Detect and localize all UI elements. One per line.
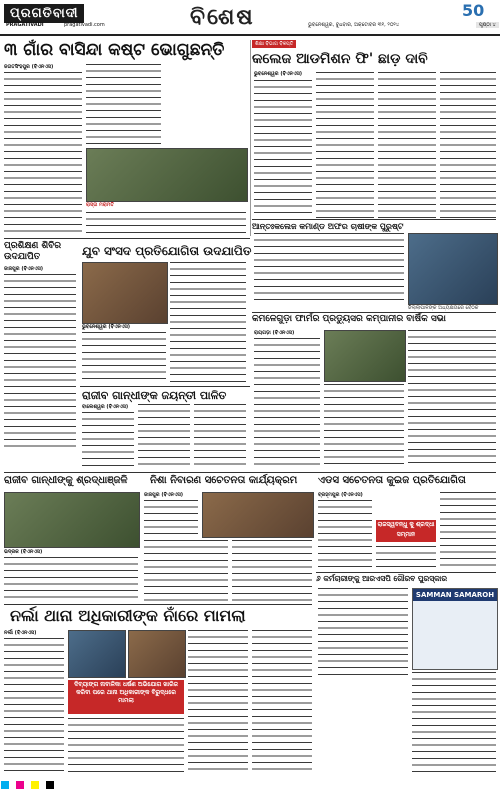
story1-body-col1 [4,72,82,235]
story6-body-col3 [408,330,496,468]
story8-photo [4,492,140,548]
story11-body [318,588,408,676]
story12-byline: ନର୍ଲା (ବିଏନଏସ) [4,630,37,636]
divider [4,238,250,239]
story11-photo [412,588,498,670]
story3-headline: ଆନ୍ତଃକଲେଜ କମାଣ୍ଡ ଅଫର ଚାଷୀଙ୍କ ପୁରୁଷ୍ଟ [252,221,404,231]
section-title: ବିଶେଷ [190,4,255,30]
divider [4,472,496,473]
story2-byline: ଭୁବନେଶ୍ୱର (ବିଏନଏସ) [254,71,303,77]
samman-banner: SAMMAN SAMAROH [413,589,497,601]
anniversary-logo [462,1,496,21]
story2-body-col3 [378,72,436,218]
story1-body-col3 [86,212,246,234]
story5-body-col2 [170,262,246,382]
date-line: ଭୁବନେଶ୍ୱର, ବୁଧବାର, ଅକ୍ଟୋବର ୩୧, ୨୦୨୪ [308,22,400,28]
newspaper-logo [4,2,154,32]
story4-byline: ଜାଜପୁର (ବିଏନଏସ) [4,266,44,272]
story2-tag: ଶିକ୍ଷା ବିଭାଗ ବିଜ୍ଞପ୍ତି [252,40,296,48]
story7-body-col3 [194,404,246,470]
story9-body-col1 [144,500,198,536]
story3-caption: ଜିଲ୍ଲାପାଳଙ୍କ ଅଧ୍ୟକ୍ଷତାରେ ବୈଠକ [408,305,479,311]
story7-body-col2 [138,404,190,470]
story5-body-col1 [82,332,166,382]
divider [252,312,496,313]
story4-headline: ପ୍ରଶିକ୍ଷଣ ଶିବିର ଉଦଯାପିତ [4,241,62,262]
story10-body-col1 [318,500,372,570]
story4-body [4,274,76,449]
story10-body-col3 [440,492,496,570]
color-registration-strip [0,776,500,788]
story9-photo [202,492,314,538]
story8-headline: ରାଜୀବ ଗାନ୍ଧୀଙ୍କୁ ଶ୍ରଦ୍ଧାଞ୍ଜଳି [4,475,128,486]
story10-body-col2 [376,546,436,570]
story2-headline: କଲେଜ ଆଡମିଶନ ଫି' ଛାଡ଼ ଦାବି [252,51,428,67]
story12-headline: ନର୍ଲା ଥାନା ଅଧିକାରୀଙ୍କ ନାଁରେ ମାମଲା [10,606,246,625]
story1-body-col2 [86,64,161,144]
story10-byline: ବ୍ରହ୍ମପୁର (ବିଏନଏସ) [318,492,363,498]
story6-photo [324,330,406,382]
story8-body [4,557,138,601]
story7-headline: ରାଜୀବ ଗାନ୍ଧୀଙ୍କ ଜୟନ୍ତୀ ପାଳିତ [82,389,227,402]
story11-headline: ୬ କର୍ମଚାରୀଙ୍କୁ ଆରଏସପି ଗୌରବ ପୁରସ୍କାର [316,574,448,583]
story11-body-col2 [412,672,496,772]
page-number: ପୃଷ୍ଠା ୪ [476,22,499,28]
divider [4,604,312,605]
story1-photo [86,148,248,202]
story2-body-col1 [254,80,312,218]
story10-headline: ଏଡସ ସଚେତନତା କୁଇଜ ପ୍ରତିଯୋଗିତା [318,475,466,486]
logo-wordmark: ପ୍ରଗତିବାଦୀ [4,4,84,23]
story6-headline: କମଳେଗୁଡ଼ା ଫାର୍ମର ପ୍ରଡ୍ୟୁସର କମ୍ପାନୀର ବାର୍ଷିକ ସଭା [252,314,446,324]
story12-box: ଦିବ୍ୟାଙ୍ଗ ନାବାଳିକା ଧର୍ଷଣ ଅଭିଯୋଗ ଖାରିଜ କରିବା ପରେ ଥାନା ଅଧିକାରୀଙ୍କ ବିରୁଦ୍ଧରେ ମାମଲା [68,680,184,714]
story1-headline: ୩ ଗାଁର ବାସିନ୍ଦା କଷ୍ଟ ଭୋଗୁଛନ୍ତି [4,40,225,60]
story5-headline: ଯୁବ ସଂସଦ ପ୍ରତିଯୋଗିତା ଉଦଯାପିତ [82,244,252,258]
logo-url: pragativadi.com [64,22,105,28]
story12-photo2 [128,630,186,678]
anniversary-number: 50 [462,1,485,20]
story6-byline: ରାୟଗଡ଼ା (ବିଏନଏସ) [254,330,295,336]
story1-caption: ରାସ୍ତା ମରାମତି [86,202,114,208]
story3-body [254,233,404,303]
story12-body-col3 [188,630,248,774]
divider [250,40,251,236]
divider [80,386,250,387]
story2-body-col4 [440,72,496,218]
story9-byline: ଜାଜପୁର (ବିଏନଏସ) [144,492,184,498]
divider [316,572,496,573]
story10-box: ରାଜସ୍ୱବନ୍ଧୁ କୁ ଶ୍ରଦ୍ଧା ସମ୍ମାନ [376,520,436,542]
story5-photo [82,262,168,324]
story7-byline: ବାଲେଶ୍ୱର (ବିଏନଏସ) [82,404,129,410]
story9-headline: ନିଶା ନିବାରଣ ସଚେତନତା କାର୍ଯ୍ୟକ୍ରମ [150,475,298,486]
story8-byline: ଭଦ୍ରକ (ବିଏନଏସ) [4,549,43,555]
story12-body-col2 [68,718,184,774]
story7-body-col1 [82,412,134,470]
story6-body-col2 [324,384,404,468]
divider [252,219,496,220]
story9-body-col2 [144,540,228,602]
story6-body-col1 [254,338,320,468]
story5-byline: ଭୁବନେଶ୍ୱର (ବିଏନଏସ) [82,324,131,330]
story12-body-col1 [4,638,64,774]
logo-english: PRAGATIVADI [6,22,44,28]
story3-photo [408,233,498,305]
story9-body-col3 [232,540,312,602]
story12-body-col4 [252,630,312,774]
story12-photo1 [68,630,126,678]
story1-byline: ଜଗତସିଂହପୁର (ବିଏନଏସ) [4,64,54,70]
story2-body-col2 [316,72,374,218]
